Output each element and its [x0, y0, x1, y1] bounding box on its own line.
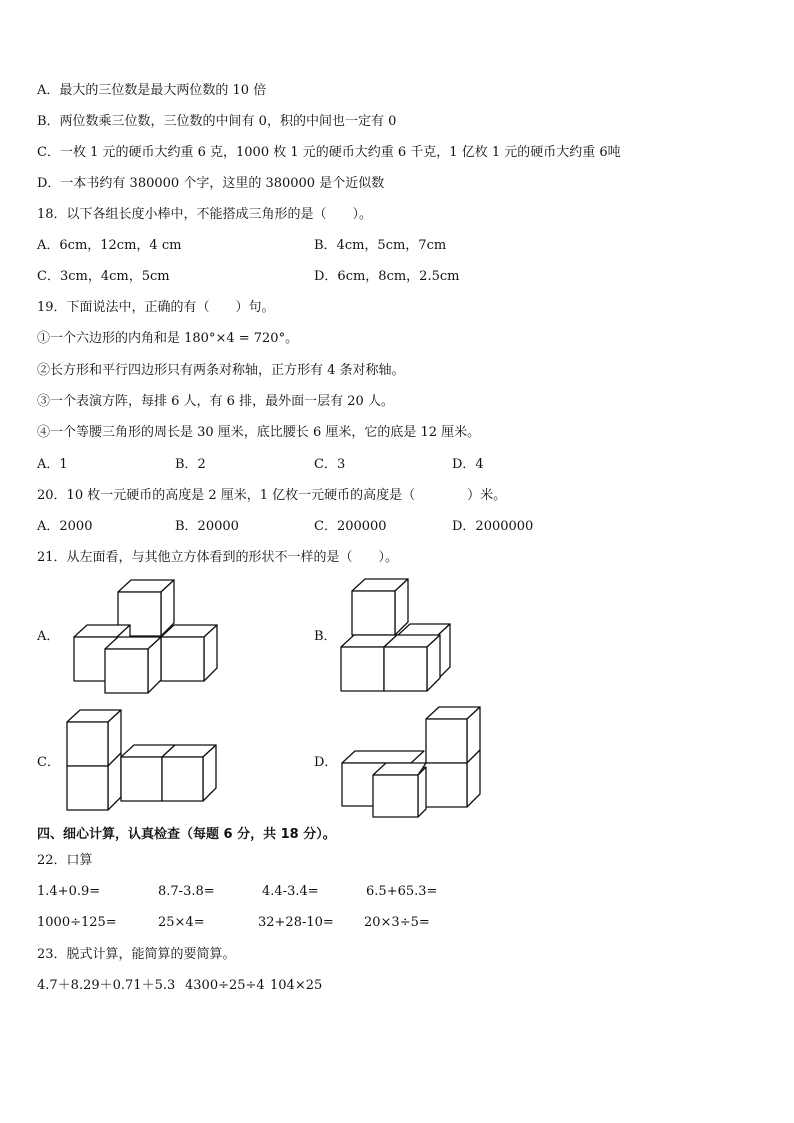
q17-option-b: B．两位数乘三位数，三位数的中间有 0，积的中间也一定有 0 — [37, 114, 397, 129]
q18-option-c: C．3cm，4cm，5cm — [37, 269, 170, 284]
q17-option-d: D．一本书约有 380000 个字，这里的 380000 是个近似数 — [37, 176, 385, 191]
q20-option-c: C．200000 — [314, 519, 387, 534]
cube — [352, 579, 408, 635]
q23-item: 4300÷25÷4 — [185, 978, 265, 993]
cube — [373, 763, 426, 817]
cube — [162, 745, 216, 801]
q22-item: 25×4= — [158, 915, 205, 930]
cube — [426, 707, 480, 763]
q22-item: 4.4-3.4= — [262, 884, 319, 899]
q19-option-a: A．1 — [37, 457, 68, 472]
q22-item: 32+28-10= — [258, 915, 334, 930]
section-4-title: 四、细心计算，认真检查（每题 6 分，共 18 分）。 — [37, 827, 336, 842]
q22-item: 20×3÷5= — [364, 915, 430, 930]
q20-option-a: A．2000 — [37, 519, 93, 534]
q21-option-b-label: B． — [314, 629, 337, 644]
q22-item: 1.4+0.9= — [37, 884, 101, 899]
q22-item: 6.5+65.3= — [366, 884, 438, 899]
q21-figure-b — [330, 575, 460, 700]
q19-statement-4: ④一个等腰三角形的周长是 30 厘米，底比腰长 6 厘米，它的底是 12 厘米。 — [37, 425, 481, 440]
q19-statement-3: ③一个表演方阵，每排 6 人，有 6 排，最外面一层有 20 人。 — [37, 394, 394, 409]
q20-option-b: B．20000 — [175, 519, 239, 534]
cube — [105, 637, 161, 693]
q19-statement-1: ①一个六边形的内角和是 180°×4 = 720°。 — [37, 331, 299, 346]
cube — [67, 710, 121, 766]
q18-option-d: D．6cm，8cm，2.5cm — [314, 269, 460, 284]
q22-item: 8.7-3.8= — [158, 884, 215, 899]
q21-option-d-label: D． — [314, 755, 338, 770]
q19-option-c: C．3 — [314, 457, 346, 472]
q21-stem: 21．从左面看，与其他立方体看到的形状不一样的是（ ）。 — [37, 550, 399, 565]
q23-item: 104×25 — [270, 978, 323, 993]
q19-stem: 19．下面说法中，正确的有（ ）句。 — [37, 300, 275, 315]
q19-statement-2: ②长方形和平行四边形只有两条对称轴，正方形有 4 条对称轴。 — [37, 363, 405, 378]
q21-option-c-label: C． — [37, 755, 60, 770]
cube — [161, 625, 217, 681]
q18-option-a: A．6cm，12cm，4 cm — [37, 238, 182, 253]
q18-stem: 18．以下各组长度小棒中，不能搭成三角形的是（ ）。 — [37, 207, 373, 222]
q21-figure-c — [60, 705, 230, 817]
q20-stem: 20．10 枚一元硬币的高度是 2 厘米，1 亿枚一元硬币的高度是（ ）米。 — [37, 488, 507, 503]
q19-option-b: B．2 — [175, 457, 206, 472]
q17-option-a: A．最大的三位数是最大两位数的 10 倍 — [37, 83, 267, 98]
q18-option-b: B．4cm，5cm，7cm — [314, 238, 447, 253]
cube — [384, 635, 440, 691]
q21-option-a-label: A． — [37, 629, 60, 644]
q19-option-d: D．4 — [452, 457, 484, 472]
q17-option-c: C．一枚 1 元的硬币大约重 6 克，1000 枚 1 元的硬币大约重 6 千克，1 亿枚 1 元的硬币大约重 6吨 — [37, 145, 621, 160]
q23-item: 4.7＋8.29＋0.71＋5.3 — [37, 978, 176, 993]
q23-stem: 23．脱式计算，能简算的要简算。 — [37, 947, 236, 962]
q22-stem: 22．口算 — [37, 853, 93, 868]
q21-figure-d — [330, 705, 490, 820]
q21-figure-a — [60, 575, 230, 700]
q20-option-d: D．2000000 — [452, 519, 534, 534]
q22-item: 1000÷125= — [37, 915, 117, 930]
